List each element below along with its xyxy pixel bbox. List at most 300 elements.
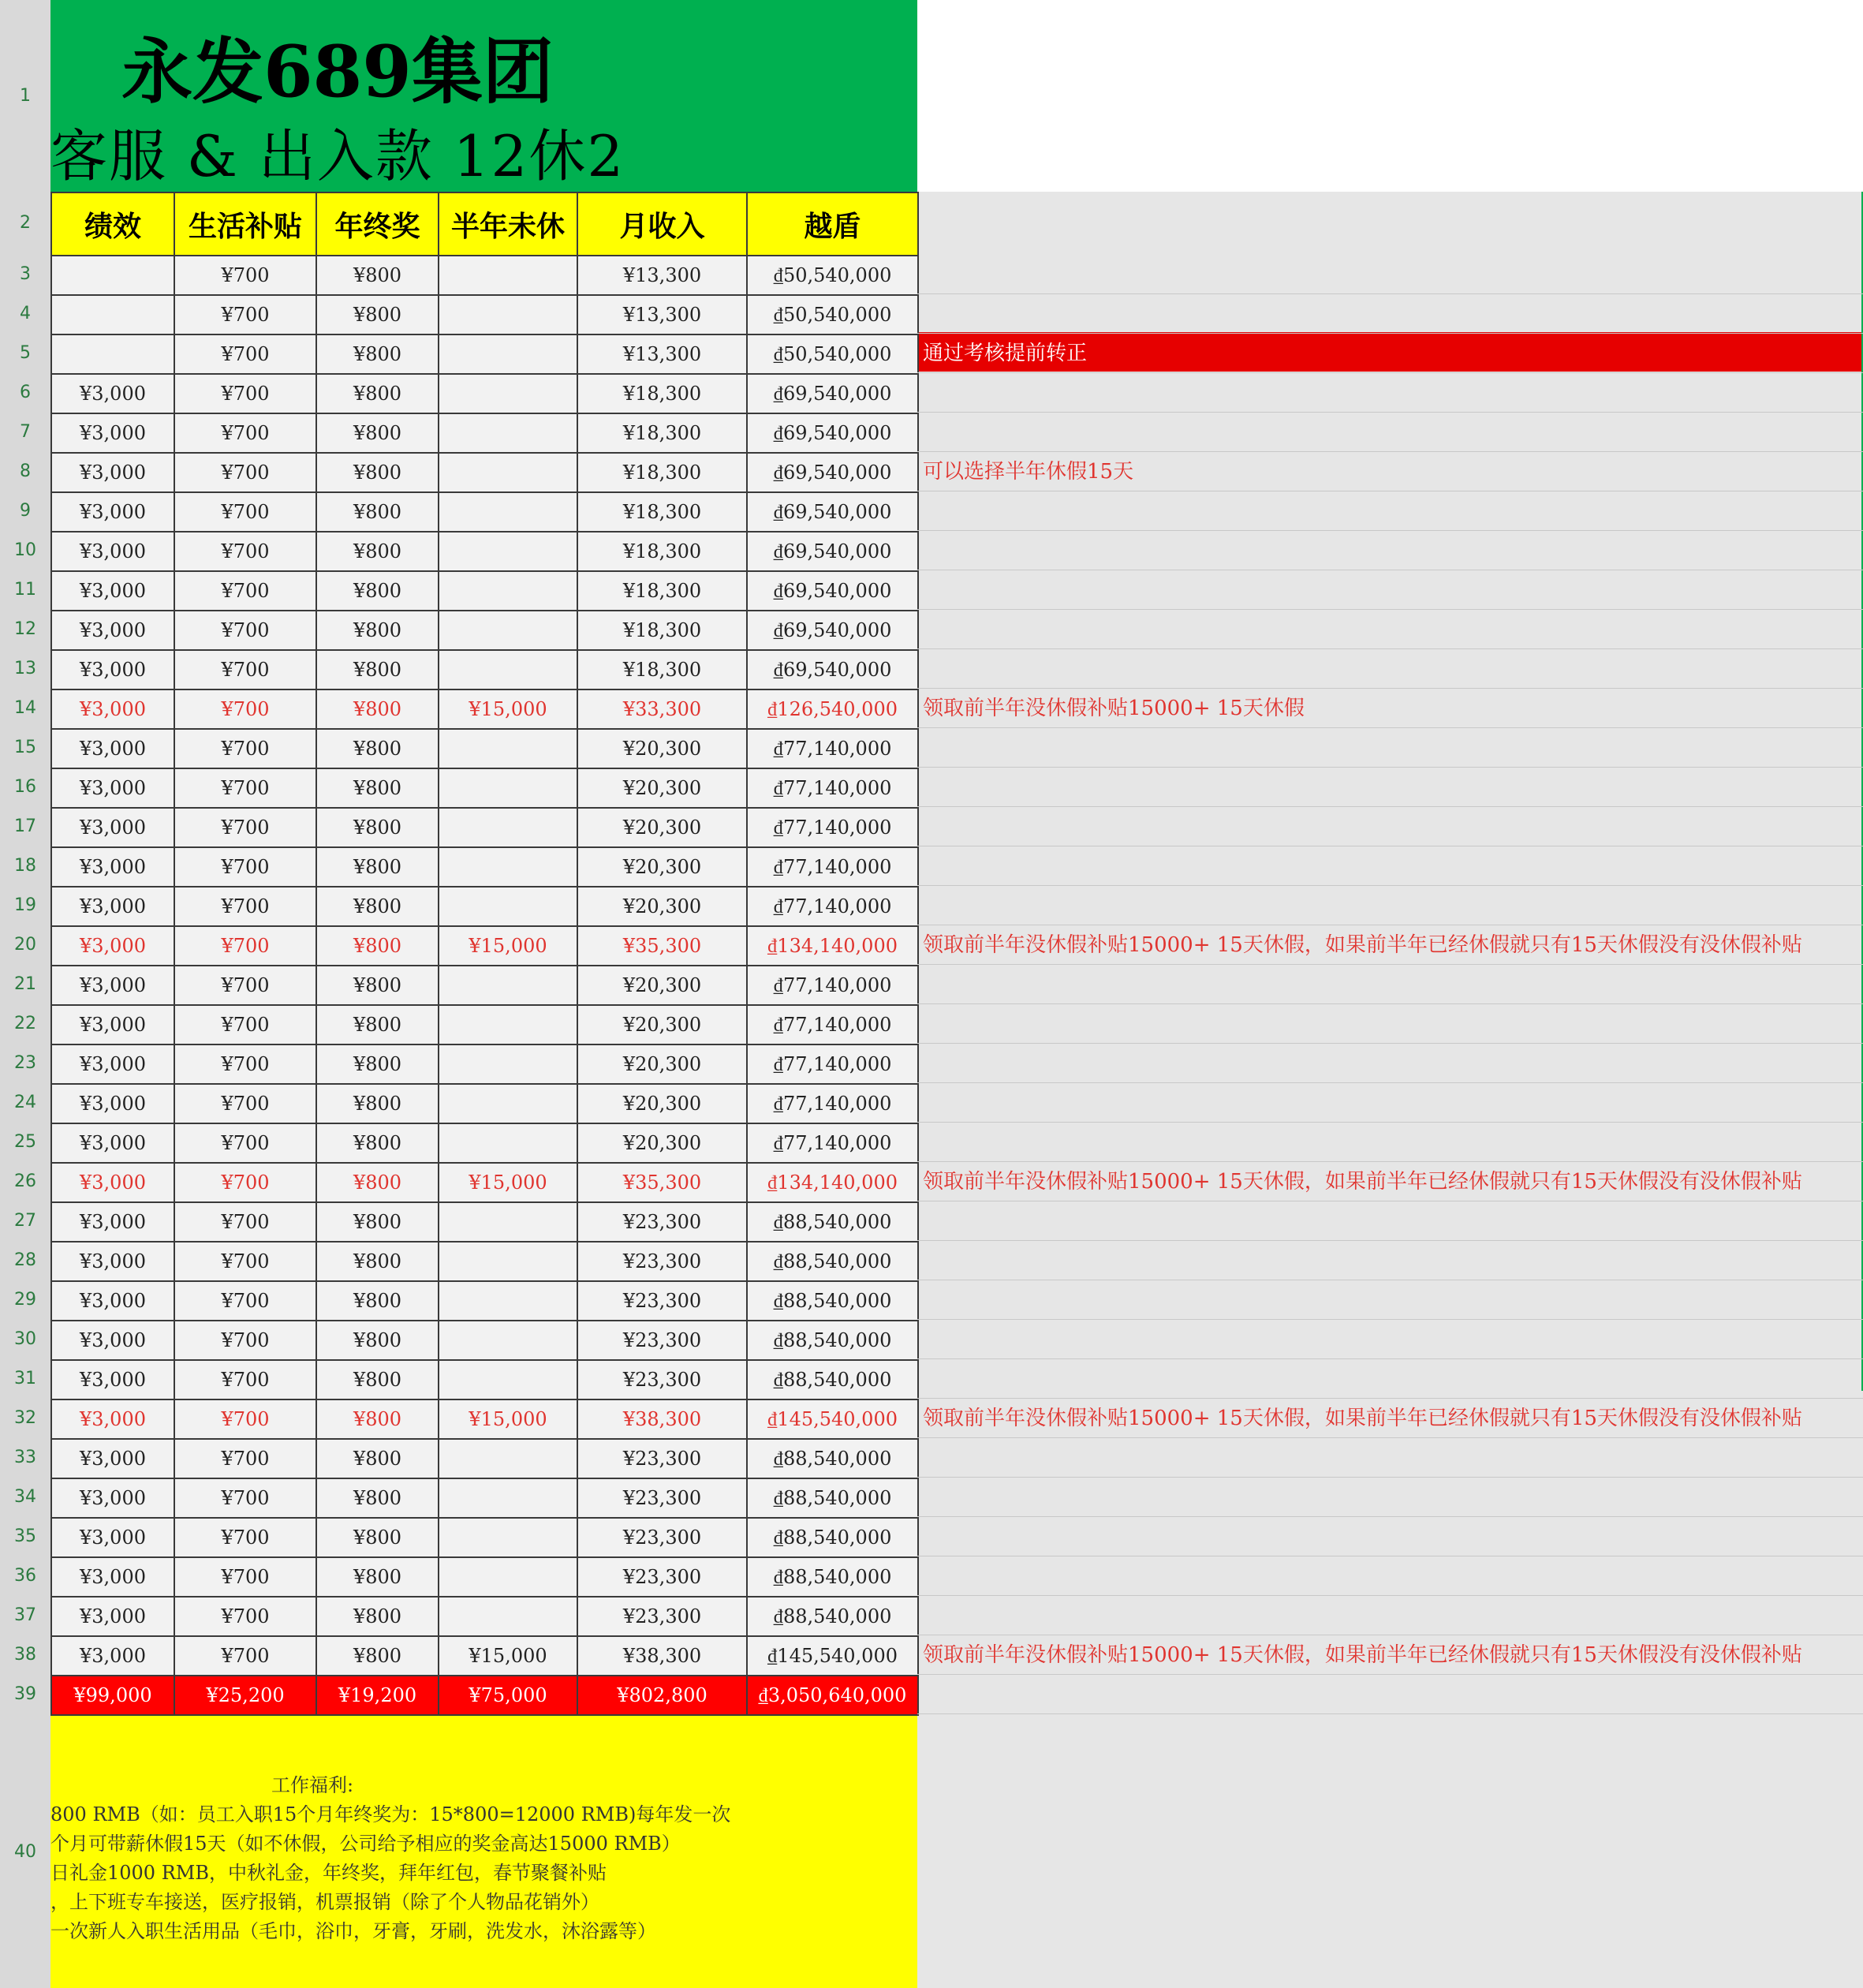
note-row-line (917, 886, 1863, 925)
table-cell[interactable]: ¥23,300 (577, 1281, 747, 1321)
table-cell[interactable]: ¥800 (316, 1084, 439, 1123)
table-cell[interactable]: ¥700 (174, 1242, 316, 1281)
table-cell[interactable]: ¥700 (174, 1478, 316, 1518)
table-cell[interactable] (439, 611, 577, 650)
table-cell[interactable]: ₫77,140,000 (747, 966, 918, 1005)
table-cell[interactable]: ¥800 (316, 1281, 439, 1321)
table-cell[interactable]: ¥15,000 (439, 689, 577, 729)
table-cell[interactable]: ¥3,000 (51, 926, 174, 966)
row-number[interactable]: 18 (14, 856, 36, 876)
table-cell[interactable]: ¥800 (316, 1163, 439, 1202)
table-cell[interactable]: ¥800 (316, 492, 439, 532)
note-row-line (917, 846, 1863, 886)
table-cell[interactable] (439, 1123, 577, 1163)
row-number[interactable]: 19 (14, 895, 36, 915)
row-number[interactable]: 30 (14, 1329, 36, 1349)
row-number[interactable]: 36 (14, 1566, 36, 1586)
table-cell[interactable]: ¥700 (174, 1399, 316, 1439)
table-cell[interactable]: ¥20,300 (577, 808, 747, 847)
table-cell[interactable] (439, 295, 577, 334)
table-cell[interactable]: ¥800 (316, 1005, 439, 1044)
row-note[interactable]: 领取前半年没休假补贴15000+ 15天休假，如果前半年已经休假就只有15天休假没有没休假补贴 (923, 1407, 1802, 1430)
table-cell[interactable]: ¥800 (316, 1478, 439, 1518)
table-cell[interactable]: ¥15,000 (439, 1636, 577, 1676)
table-cell[interactable]: ¥3,000 (51, 1163, 174, 1202)
table-cell[interactable] (51, 256, 174, 295)
table-cell[interactable]: ¥800 (316, 295, 439, 334)
table-cell[interactable]: ₫69,540,000 (747, 611, 918, 650)
table-row (51, 768, 918, 808)
note-row-line (917, 1123, 1863, 1162)
table-cell[interactable] (439, 453, 577, 492)
table-cell[interactable]: ¥800 (316, 611, 439, 650)
table-cell[interactable]: ¥3,000 (51, 1281, 174, 1321)
table-cell[interactable]: ¥700 (174, 966, 316, 1005)
row-number[interactable]: 15 (14, 738, 36, 757)
table-cell[interactable]: ¥3,000 (51, 1399, 174, 1439)
row-number[interactable]: 23 (14, 1053, 36, 1073)
table-cell[interactable]: ¥18,300 (577, 374, 747, 413)
table-cell[interactable] (439, 650, 577, 689)
table-cell[interactable] (439, 847, 577, 887)
table-cell[interactable]: ¥800 (316, 334, 439, 374)
table-cell[interactable]: ¥23,300 (577, 1518, 747, 1557)
note-row-line (917, 491, 1863, 531)
table-cell[interactable]: ¥800 (316, 1321, 439, 1360)
table-cell[interactable]: ¥3,000 (51, 1321, 174, 1360)
row-number[interactable]: 28 (14, 1250, 36, 1270)
table-cell[interactable]: ₫77,140,000 (747, 887, 918, 926)
table-cell[interactable]: ¥800 (316, 1360, 439, 1399)
table-cell[interactable]: ₫69,540,000 (747, 453, 918, 492)
table-cell[interactable]: ₫77,140,000 (747, 729, 918, 768)
table-cell[interactable]: ₫69,540,000 (747, 532, 918, 571)
table-cell[interactable]: ¥700 (174, 413, 316, 453)
table-cell[interactable]: ₫50,540,000 (747, 334, 918, 374)
note-row-line (917, 1675, 1863, 1714)
table-cell[interactable]: ¥700 (174, 1281, 316, 1321)
table-cell[interactable]: ¥3,000 (51, 689, 174, 729)
table-cell[interactable] (439, 374, 577, 413)
table-cell[interactable]: ¥700 (174, 334, 316, 374)
table-cell[interactable]: ¥800 (316, 1242, 439, 1281)
table-cell[interactable]: ¥3,000 (51, 492, 174, 532)
table-cell[interactable]: ¥3,000 (51, 1202, 174, 1242)
table-cell[interactable]: ¥23,300 (577, 1360, 747, 1399)
table-cell[interactable]: ₫77,140,000 (747, 768, 918, 808)
table-cell[interactable]: ₫69,540,000 (747, 571, 918, 611)
table-cell[interactable]: ₫77,140,000 (747, 1123, 918, 1163)
table-cell[interactable] (439, 1597, 577, 1636)
table-cell[interactable]: ₫88,540,000 (747, 1321, 918, 1360)
row-note[interactable]: 领取前半年没休假补贴15000+ 15天休假，如果前半年已经休假就只有15天休假没有没休假补贴 (923, 1643, 1802, 1667)
table-cell[interactable]: ¥23,300 (577, 1557, 747, 1597)
row-note[interactable]: 领取前半年没休假补贴15000+ 15天休假 (923, 697, 1305, 720)
row-number[interactable]: 2 (20, 213, 31, 233)
table-cell[interactable]: ¥35,300 (577, 926, 747, 966)
table-cell[interactable] (439, 413, 577, 453)
table-cell[interactable] (439, 729, 577, 768)
table-cell[interactable]: ¥700 (174, 1084, 316, 1123)
table-cell[interactable]: ¥18,300 (577, 650, 747, 689)
table-cell[interactable]: ¥3,000 (51, 1005, 174, 1044)
table-cell[interactable]: ¥700 (174, 689, 316, 729)
table-cell[interactable]: ¥3,000 (51, 1557, 174, 1597)
table-cell[interactable]: ₫77,140,000 (747, 1005, 918, 1044)
table-cell[interactable]: ¥3,000 (51, 453, 174, 492)
table-cell[interactable]: ¥25,200 (174, 1676, 316, 1715)
table-cell[interactable]: ₫88,540,000 (747, 1242, 918, 1281)
table-cell[interactable]: ¥20,300 (577, 1123, 747, 1163)
table-cell[interactable]: ¥800 (316, 1439, 439, 1478)
table-cell[interactable]: ¥3,000 (51, 1242, 174, 1281)
table-cell[interactable]: ¥800 (316, 1518, 439, 1557)
row-number[interactable]: 10 (14, 540, 36, 560)
table-cell[interactable]: ¥18,300 (577, 532, 747, 571)
table-cell[interactable] (439, 808, 577, 847)
table-cell[interactable]: ¥15,000 (439, 1399, 577, 1439)
table-cell[interactable] (439, 1360, 577, 1399)
table-cell[interactable]: ¥23,300 (577, 1321, 747, 1360)
row-number[interactable]: 26 (14, 1172, 36, 1191)
table-cell[interactable]: ¥800 (316, 1044, 439, 1084)
row-note[interactable]: 领取前半年没休假补贴15000+ 15天休假，如果前半年已经休假就只有15天休假没有没休假补贴 (923, 933, 1802, 957)
table-cell[interactable] (439, 1005, 577, 1044)
table-cell[interactable]: ¥20,300 (577, 1044, 747, 1084)
table-cell[interactable]: ¥3,000 (51, 413, 174, 453)
table-cell[interactable]: ₫69,540,000 (747, 413, 918, 453)
header-cell[interactable]: 年终奖 (316, 192, 439, 256)
table-cell[interactable]: ¥3,000 (51, 532, 174, 571)
table-cell[interactable]: ¥700 (174, 1439, 316, 1478)
table-cell[interactable]: ¥20,300 (577, 729, 747, 768)
table-cell[interactable]: ¥3,000 (51, 1044, 174, 1084)
table-cell[interactable]: ¥800 (316, 1636, 439, 1676)
row-number[interactable]: 12 (14, 619, 36, 639)
table-cell[interactable] (439, 1321, 577, 1360)
table-cell[interactable]: ¥700 (174, 926, 316, 966)
table-cell[interactable]: ₫88,540,000 (747, 1202, 918, 1242)
table-cell[interactable]: ₫77,140,000 (747, 808, 918, 847)
table-cell[interactable]: ¥800 (316, 887, 439, 926)
table-cell[interactable]: ¥700 (174, 374, 316, 413)
table-cell[interactable]: ¥3,000 (51, 729, 174, 768)
table-cell[interactable]: ¥800 (316, 926, 439, 966)
table-cell[interactable] (439, 1518, 577, 1557)
row-number[interactable]: 34 (14, 1487, 36, 1507)
table-cell[interactable]: ¥700 (174, 847, 316, 887)
table-cell[interactable] (439, 887, 577, 926)
note-row-line (917, 1004, 1863, 1044)
note-row-line (917, 1556, 1863, 1596)
table-cell[interactable]: ¥3,000 (51, 1123, 174, 1163)
table-cell[interactable]: ₫69,540,000 (747, 650, 918, 689)
table-cell[interactable]: ¥700 (174, 453, 316, 492)
table-cell[interactable]: ¥38,300 (577, 1399, 747, 1439)
row-number[interactable]: 6 (20, 383, 31, 402)
table-cell[interactable]: ¥18,300 (577, 453, 747, 492)
row-number[interactable]: 27 (14, 1211, 36, 1231)
table-cell[interactable] (439, 966, 577, 1005)
table-cell[interactable]: ¥800 (316, 413, 439, 453)
table-cell[interactable]: ¥33,300 (577, 689, 747, 729)
table-cell[interactable]: ¥700 (174, 1321, 316, 1360)
table-cell[interactable]: ¥18,300 (577, 611, 747, 650)
table-cell[interactable]: ¥15,000 (439, 926, 577, 966)
sheet-subtitle: 客服 & 出入款 12休2 (50, 123, 625, 189)
table-cell[interactable]: ¥3,000 (51, 1084, 174, 1123)
row-number[interactable]: 24 (14, 1093, 36, 1112)
table-row (51, 1478, 918, 1518)
table-cell[interactable]: ¥700 (174, 1518, 316, 1557)
table-cell[interactable]: ¥700 (174, 768, 316, 808)
row-number[interactable]: 14 (14, 698, 36, 718)
table-cell[interactable]: ¥20,300 (577, 1084, 747, 1123)
table-cell[interactable]: ₫88,540,000 (747, 1518, 918, 1557)
table-cell[interactable]: ¥800 (316, 1123, 439, 1163)
table-cell[interactable]: ¥700 (174, 571, 316, 611)
row-number[interactable]: 22 (14, 1014, 36, 1033)
table-cell[interactable] (439, 1439, 577, 1478)
table-cell[interactable]: ₫134,140,000 (747, 926, 918, 966)
table-cell[interactable]: ¥800 (316, 768, 439, 808)
table-cell[interactable]: ₫88,540,000 (747, 1281, 918, 1321)
row-number[interactable]: 39 (14, 1684, 36, 1704)
table-cell[interactable]: ¥3,000 (51, 1597, 174, 1636)
table-cell[interactable]: ¥20,300 (577, 768, 747, 808)
table-cell[interactable]: ¥3,000 (51, 571, 174, 611)
table-cell[interactable]: ¥700 (174, 492, 316, 532)
table-cell[interactable]: ¥700 (174, 1360, 316, 1399)
table-cell[interactable]: ¥700 (174, 1557, 316, 1597)
table-cell[interactable] (439, 1202, 577, 1242)
table-cell[interactable] (439, 1084, 577, 1123)
table-cell[interactable]: ¥99,000 (51, 1676, 174, 1715)
table-cell[interactable] (51, 334, 174, 374)
table-cell[interactable]: ¥20,300 (577, 1005, 747, 1044)
row-number[interactable]: 32 (14, 1408, 36, 1428)
table-row (51, 1399, 918, 1439)
table-cell[interactable] (439, 1557, 577, 1597)
table-cell[interactable]: ₫88,540,000 (747, 1360, 918, 1399)
table-row (51, 966, 918, 1005)
header-cell[interactable]: 月收入 (577, 192, 747, 256)
row-number[interactable]: 37 (14, 1605, 36, 1625)
table-cell[interactable]: ¥700 (174, 1636, 316, 1676)
table-cell[interactable]: ¥802,800 (577, 1676, 747, 1715)
table-cell[interactable]: ¥23,300 (577, 1439, 747, 1478)
benefits-title: 工作福利: (271, 1774, 354, 1796)
table-cell[interactable]: ¥700 (174, 1005, 316, 1044)
table-cell[interactable]: ₫134,140,000 (747, 1163, 918, 1202)
table-row (51, 1242, 918, 1281)
table-row (51, 1044, 918, 1084)
table-cell[interactable]: ¥3,000 (51, 1439, 174, 1478)
row-number[interactable]: 9 (20, 501, 31, 521)
table-cell[interactable]: ¥3,000 (51, 611, 174, 650)
table-cell[interactable]: ¥20,300 (577, 887, 747, 926)
table-cell[interactable] (439, 492, 577, 532)
table-cell[interactable]: ¥700 (174, 729, 316, 768)
table-cell[interactable]: ₫88,540,000 (747, 1557, 918, 1597)
table-cell[interactable]: ¥700 (174, 532, 316, 571)
table-cell[interactable]: ¥3,000 (51, 1478, 174, 1518)
table-cell[interactable]: ¥800 (316, 1202, 439, 1242)
table-cell[interactable]: ¥20,300 (577, 966, 747, 1005)
table-cell[interactable]: ₫77,140,000 (747, 847, 918, 887)
table-cell[interactable] (439, 571, 577, 611)
row-number[interactable]: 17 (14, 816, 36, 836)
table-cell[interactable]: ¥800 (316, 1557, 439, 1597)
row-number[interactable]: 5 (20, 343, 31, 363)
table-cell[interactable]: ¥75,000 (439, 1676, 577, 1715)
table-row (51, 729, 918, 768)
table-cell[interactable]: ¥13,300 (577, 295, 747, 334)
table-cell[interactable]: ¥800 (316, 808, 439, 847)
table-cell[interactable]: ¥3,000 (51, 1518, 174, 1557)
note-row-line (917, 1596, 1863, 1635)
row-number[interactable]: 3 (20, 264, 31, 284)
table-cell[interactable]: ¥800 (316, 256, 439, 295)
table-cell[interactable] (439, 1242, 577, 1281)
row-number[interactable]: 13 (14, 659, 36, 678)
table-cell[interactable]: ¥700 (174, 1044, 316, 1084)
table-row (51, 611, 918, 650)
table-row (51, 1005, 918, 1044)
table-cell[interactable]: ¥3,000 (51, 1636, 174, 1676)
table-cell[interactable]: ¥18,300 (577, 571, 747, 611)
table-cell[interactable]: ¥19,200 (316, 1676, 439, 1715)
table-cell[interactable] (439, 1478, 577, 1518)
table-cell[interactable]: ¥800 (316, 689, 439, 729)
header-cell[interactable]: 越盾 (747, 192, 918, 256)
table-cell[interactable]: ¥3,000 (51, 887, 174, 926)
table-cell[interactable]: ₫88,540,000 (747, 1439, 918, 1478)
row-note[interactable]: 通过考核提前转正 (923, 342, 1088, 365)
row-number[interactable]: 38 (14, 1645, 36, 1665)
row-number[interactable]: 40 (14, 1842, 36, 1862)
table-cell[interactable] (439, 1044, 577, 1084)
table-cell[interactable]: ¥23,300 (577, 1478, 747, 1518)
header-cell[interactable]: 生活补贴 (174, 192, 316, 256)
row-number[interactable]: 21 (14, 974, 36, 994)
table-cell[interactable]: ¥20,300 (577, 847, 747, 887)
note-row-line (917, 1201, 1863, 1241)
table-cell[interactable]: ₫88,540,000 (747, 1597, 918, 1636)
table-cell[interactable] (439, 1281, 577, 1321)
row-number[interactable]: 35 (14, 1526, 36, 1546)
table-cell[interactable]: ¥700 (174, 808, 316, 847)
row-number[interactable]: 25 (14, 1132, 36, 1152)
row-number[interactable]: 33 (14, 1448, 36, 1467)
table-cell[interactable]: ¥700 (174, 1597, 316, 1636)
table-cell[interactable]: ₫77,140,000 (747, 1044, 918, 1084)
table-cell[interactable]: ¥13,300 (577, 256, 747, 295)
row-number[interactable]: 4 (20, 304, 31, 323)
table-cell[interactable]: ¥38,300 (577, 1636, 747, 1676)
table-cell[interactable]: ¥23,300 (577, 1242, 747, 1281)
table-cell[interactable]: ¥3,000 (51, 650, 174, 689)
table-cell[interactable]: ¥700 (174, 611, 316, 650)
row-number[interactable]: 7 (20, 422, 31, 442)
table-cell[interactable]: ¥15,000 (439, 1163, 577, 1202)
header-cell[interactable]: 半年未休 (439, 192, 577, 256)
table-cell[interactable]: ₫3,050,640,000 (747, 1676, 918, 1715)
table-cell[interactable] (51, 295, 174, 334)
table-cell[interactable]: ¥3,000 (51, 374, 174, 413)
row-number[interactable]: 31 (14, 1369, 36, 1388)
note-row-line (917, 570, 1863, 610)
table-cell[interactable]: ₫69,540,000 (747, 374, 918, 413)
row-number[interactable]: 8 (20, 462, 31, 481)
table-cell[interactable]: ₫69,540,000 (747, 492, 918, 532)
benefit-line: 日礼金1000 RMB，中秋礼金，年终奖，拜年红包，春节聚餐补贴 (50, 1862, 607, 1884)
row-number[interactable]: 11 (14, 580, 36, 600)
table-cell[interactable]: ¥13,300 (577, 334, 747, 374)
row-number[interactable]: 20 (14, 935, 36, 955)
table-cell[interactable]: ¥800 (316, 650, 439, 689)
table-cell[interactable]: ₫77,140,000 (747, 1084, 918, 1123)
row-number[interactable]: 16 (14, 777, 36, 797)
table-cell[interactable]: ¥35,300 (577, 1163, 747, 1202)
table-cell[interactable]: ¥18,300 (577, 413, 747, 453)
table-cell[interactable]: ¥800 (316, 1597, 439, 1636)
header-cell[interactable]: 绩效 (51, 192, 174, 256)
row-number[interactable]: 1 (20, 86, 31, 106)
note-row-line (917, 294, 1863, 334)
table-cell[interactable] (439, 532, 577, 571)
table-cell[interactable]: ¥700 (174, 887, 316, 926)
note-row-line (917, 413, 1863, 452)
table-cell[interactable]: ¥800 (316, 1399, 439, 1439)
table-cell[interactable] (439, 334, 577, 374)
table-cell[interactable]: ¥3,000 (51, 768, 174, 808)
table-cell[interactable]: ₫50,540,000 (747, 295, 918, 334)
note-row-line (917, 1280, 1863, 1320)
table-cell[interactable]: ₫145,540,000 (747, 1636, 918, 1676)
table-cell[interactable]: ₫88,540,000 (747, 1478, 918, 1518)
table-cell[interactable] (439, 256, 577, 295)
table-cell[interactable]: ¥700 (174, 1202, 316, 1242)
table-cell[interactable]: ¥700 (174, 1123, 316, 1163)
row-number[interactable]: 29 (14, 1290, 36, 1310)
table-cell[interactable]: ¥3,000 (51, 966, 174, 1005)
table-cell[interactable]: ¥3,000 (51, 847, 174, 887)
row-note[interactable]: 领取前半年没休假补贴15000+ 15天休假，如果前半年已经休假就只有15天休假没有没休假补贴 (923, 1170, 1802, 1194)
table-cell[interactable]: ¥800 (316, 847, 439, 887)
table-cell[interactable]: ¥700 (174, 1163, 316, 1202)
table-cell[interactable]: ¥3,000 (51, 808, 174, 847)
table-cell[interactable]: ₫126,540,000 (747, 689, 918, 729)
table-cell[interactable]: ¥800 (316, 729, 439, 768)
table-cell[interactable]: ¥23,300 (577, 1202, 747, 1242)
table-cell[interactable]: ¥800 (316, 453, 439, 492)
table-cell[interactable]: ¥700 (174, 295, 316, 334)
table-cell[interactable]: ₫50,540,000 (747, 256, 918, 295)
table-cell[interactable]: ¥18,300 (577, 492, 747, 532)
table-cell[interactable]: ¥800 (316, 966, 439, 1005)
table-cell[interactable]: ¥800 (316, 374, 439, 413)
table-cell[interactable]: ¥800 (316, 571, 439, 611)
table-cell[interactable] (439, 768, 577, 808)
table-cell[interactable]: ¥700 (174, 256, 316, 295)
table-cell[interactable]: ¥3,000 (51, 1360, 174, 1399)
row-note[interactable]: 可以选择半年休假15天 (923, 460, 1134, 484)
table-cell[interactable]: ₫145,540,000 (747, 1399, 918, 1439)
table-cell[interactable]: ¥700 (174, 650, 316, 689)
table-cell[interactable]: ¥23,300 (577, 1597, 747, 1636)
table-cell[interactable]: ¥800 (316, 532, 439, 571)
